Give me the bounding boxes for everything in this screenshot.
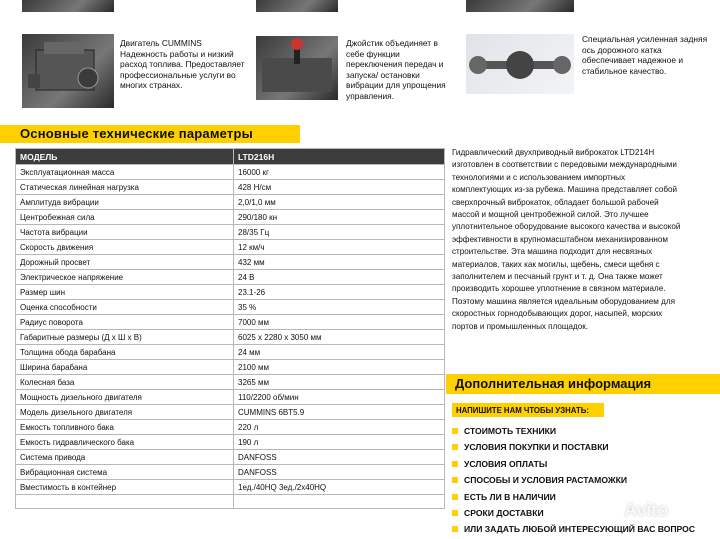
spec-value: 2,0/1,0 мм [234,195,445,210]
bullet-square-icon [452,428,458,434]
specs-header-value: LTD216H [234,149,445,165]
description-line: сверхпрочный виброкаток, обладает большой рабочей [452,197,659,207]
list-item [452,472,695,488]
bullet-square-icon [452,444,458,450]
spec-name: Радиус поворота [16,315,234,330]
spec-name: Скорость движения [16,240,234,255]
description-line: изготовлен в соответствии с передовыми международными [452,160,677,170]
avito-watermark [612,500,668,521]
bullet-square-icon [452,526,458,532]
list-item-label: СТОИМОТЬ ТЕХНИКИ [464,426,557,436]
bullet-square-icon [452,461,458,467]
avito-logo-icon [612,506,622,516]
spec-value [234,495,445,509]
spec-name: Емкость гидравлического бака [16,435,234,450]
ask-badge: НАПИШИТЕ НАМ ЧТОБЫ УЗНАТЬ: [452,403,604,417]
table-row [16,210,445,225]
spec-value: 220 л [234,420,445,435]
table-row [16,165,445,180]
feature-joystick-text: Джойстик объединяет в себе функции переключения передач и запуска/ остановки вибрации для упрощения управления. [346,38,446,101]
table-row [16,300,445,315]
spec-value: 6025 x 2280 x 3050 мм [234,330,445,345]
table-row [16,195,445,210]
description-line: эффективности в крупномасштабном механизированном [452,234,668,244]
feature-engine-text: Двигатель CUMMINS Надежность работы и низкий расход топлива. Предоставляет профессиональные услуги во многих странах. [120,38,245,91]
description-line: скоростных горнодобывающих дорог, насыпей, морских [452,309,663,319]
axle-icon [466,34,574,94]
spec-name: Мощность дизельного двигателя [16,390,234,405]
table-row [16,390,445,405]
axle-photo [466,34,574,94]
spec-name: Система привода [16,450,234,465]
table-row [16,405,445,420]
specs-header-row [16,149,445,165]
spec-value: 23.1-26 [234,285,445,300]
spec-name: Ширина барабана [16,360,234,375]
description-line: технологиями и с использованием импортных [452,172,626,182]
spec-value: 35 % [234,300,445,315]
top-photo-1 [22,0,114,12]
table-row [16,375,445,390]
spec-value: 2100 мм [234,360,445,375]
list-item [452,439,695,455]
spec-name: Модель дизельного двигателя [16,405,234,420]
watermark-text: Avito [624,500,669,520]
spec-name: Размер шин [16,285,234,300]
spec-name: Вместимость в контейнер [16,480,234,495]
description-line: уплотнительное оборудование высокого качества и высокой [452,222,681,232]
spec-value: DANFOSS [234,450,445,465]
specs-title: Основные технические параметры [20,126,253,141]
spec-value: 28/35 Гц [234,225,445,240]
spec-name: Статическая линейная нагрузка [16,180,234,195]
description-line: заполнителем и песчаный грунт и т. д. Она также может [452,272,663,282]
table-row [16,270,445,285]
spec-value: 432 мм [234,255,445,270]
spec-name [16,495,234,509]
table-row [16,315,445,330]
table-row [16,465,445,480]
product-description [452,147,714,333]
spec-value: 16000 кг [234,165,445,180]
spec-value: DANFOSS [234,465,445,480]
description-line: Поэтому машина является идеальным оборудованием для [452,296,675,306]
feature-axle-text: Специальная усиленная задняя ось дорожного катка обеспечивает надежное и стабильное качество. [582,34,708,76]
joystick-photo [256,36,338,100]
table-row [16,285,445,300]
spec-name: Емкость топливного бака [16,420,234,435]
spec-name: Оценка способности [16,300,234,315]
table-row [16,435,445,450]
table-row [16,360,445,375]
specs-header-model: МОДЕЛЬ [16,149,234,165]
list-item [452,423,695,439]
table-row [16,420,445,435]
spec-value: 7000 мм [234,315,445,330]
spec-value: 24 В [234,270,445,285]
list-item-label: ЕСТЬ ЛИ В НАЛИЧИИ [464,491,556,502]
description-line: комплектующих из-за рубежа. Машина представляет собой [452,185,678,195]
joystick-icon [256,36,338,100]
spec-value: 1ед./40HQ 3ед./2x40HQ [234,480,445,495]
table-row [16,345,445,360]
description-line: производить хорошее уплотнение в связном материале. [452,284,666,294]
table-row [16,450,445,465]
list-item-label: УСЛОВИЯ ПОКУПКИ И ПОСТАВКИ [464,442,609,453]
spec-name: Электрическое напряжение [16,270,234,285]
list-item-label: СРОКИ ДОСТАВКИ [464,507,544,518]
description-line: Гидравлический двухприводный виброкаток LTD214H [452,148,655,157]
engine-photo [22,34,114,108]
list-item [452,456,695,472]
bullet-square-icon [452,510,458,516]
spec-value: 3265 мм [234,375,445,390]
spec-name: Габаритные размеры (Д х Ш х В) [16,330,234,345]
spec-value: CUMMINS 6BT5.9 [234,405,445,420]
spec-value: 190 л [234,435,445,450]
spec-name: Вибрационная система [16,465,234,480]
info-title: Дополнительная информация [455,376,652,391]
description-line: портов и промышленных площадок. [452,321,589,331]
spec-value: 110/2200 об/мин [234,390,445,405]
top-photo-3 [466,0,574,12]
table-row [16,330,445,345]
description-line: массой и мощной центробежной силой. Это лучшее [452,210,649,220]
spec-name: Толщина обода барабана [16,345,234,360]
spec-value: 290/180 кн [234,210,445,225]
spec-name: Центробежная сила [16,210,234,225]
list-item-label: УСЛОВИЯ ОПЛАТЫ [464,458,548,469]
engine-icon [22,34,114,108]
description-line: строительстве. Эта машина подходит для несвязных [452,247,653,257]
table-row [16,180,445,195]
spec-name: Частота вибрации [16,225,234,240]
spec-value: 12 км/ч [234,240,445,255]
spec-name: Амплитуда вибрации [16,195,234,210]
spec-value: 24 мм [234,345,445,360]
list-item-label: ИЛИ ЗАДАТЬ ЛЮБОЙ ИНТЕРЕСУЮЩИЙ ВАС ВОПРОС [464,524,696,535]
list-item-label: СПОСОБЫ И УСЛОВИЯ РАСТАМОЖКИ [464,475,628,486]
table-row-empty [16,495,445,509]
spec-name: Эксплуатационная масса [16,165,234,180]
table-row [16,240,445,255]
table-row [16,255,445,270]
top-photo-2 [256,0,338,12]
spec-value: 428 Н/см [234,180,445,195]
bullet-square-icon [452,494,458,500]
bullet-square-icon [452,477,458,483]
description-line: материалов, таких как могилы, щебень, смеси щебня с [452,259,660,269]
table-row [16,225,445,240]
specs-table [15,148,445,509]
table-row [16,480,445,495]
list-item [452,521,695,537]
spec-name: Дорожный просвет [16,255,234,270]
spec-name: Колесная база [16,375,234,390]
